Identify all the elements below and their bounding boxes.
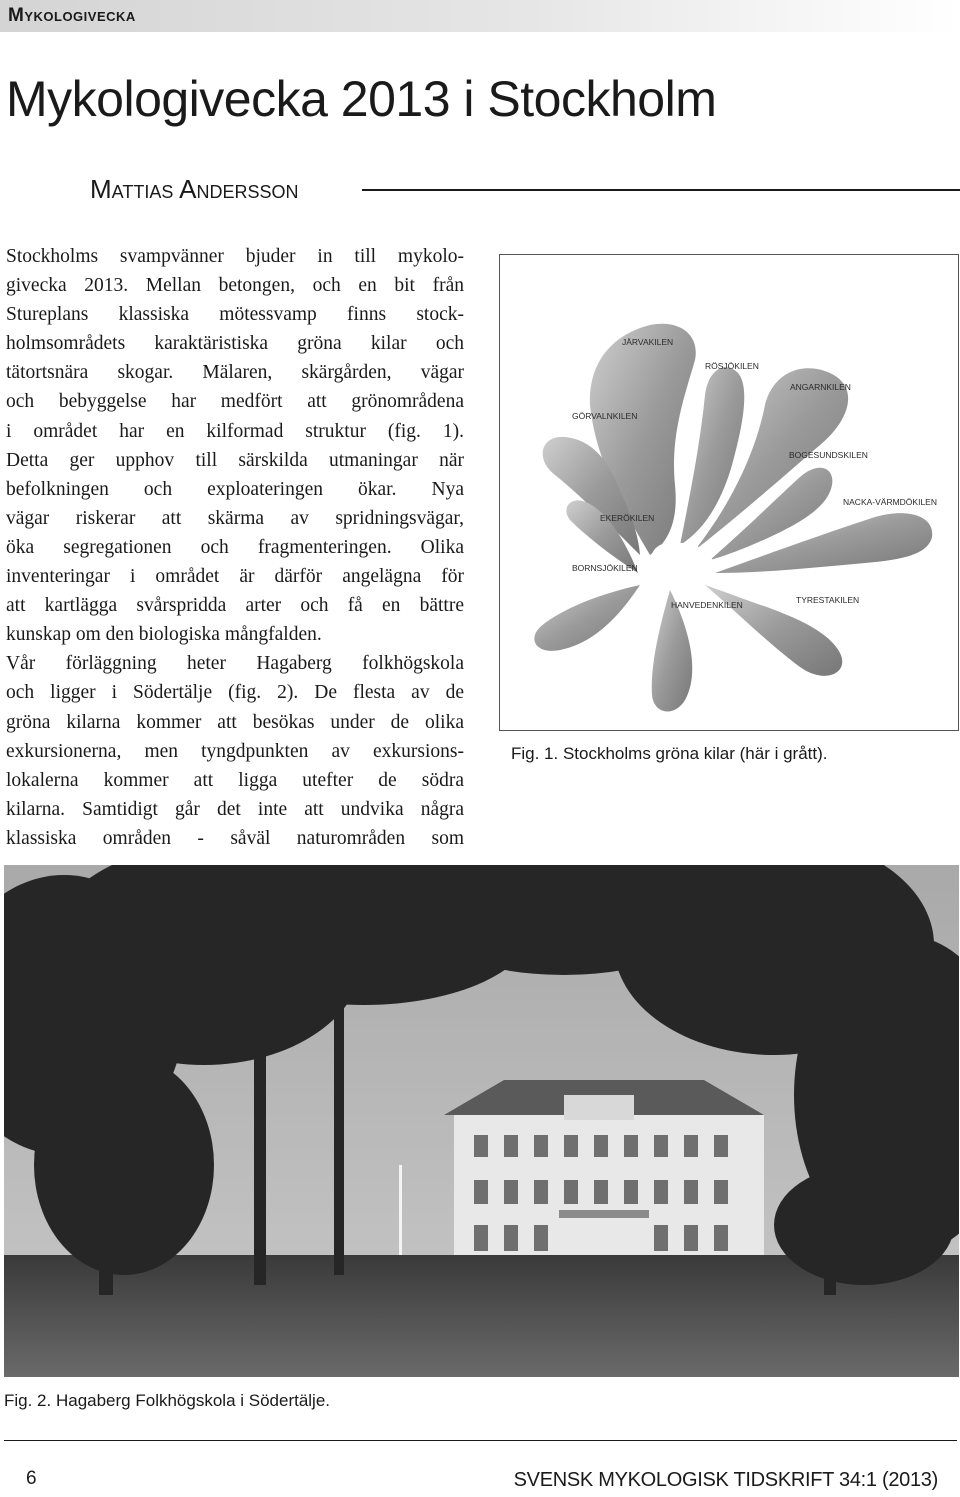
- footer-rule: [4, 1440, 957, 1441]
- body-line: öka segregationen och fragmenteringen. Olika: [6, 536, 464, 558]
- body-line: klassiska områden - såväl naturområden som: [6, 827, 464, 849]
- body-line: exkursionerna, men tyngdpunkten av exkursions-: [6, 740, 464, 762]
- body-line: gröna kilarna kommer att besökas under de olika: [6, 711, 464, 733]
- map-label-jarvakilen: JÄRVAKILEN: [622, 337, 674, 347]
- body-line: vägar riskerar att skärma av spridningsvägar,: [6, 507, 464, 529]
- body-line: Detta ger upphov till särskilda utmaningar när: [6, 449, 464, 471]
- body-line: inventeringar i området är därför angelägna för: [6, 566, 464, 588]
- section-header-bar: [0, 0, 960, 32]
- body-line: i området har en kilformad struktur (fig. 1).: [6, 420, 464, 442]
- figure-2-caption: Fig. 2. Hagaberg Folkhögskola i Södertälje.: [4, 1391, 331, 1410]
- body-line: Vår förläggning heter Hagaberg folkhögskola: [6, 653, 464, 675]
- author-rule: [362, 189, 960, 191]
- body-line: och bebyggelse har medfört att grönområdena: [6, 391, 464, 413]
- map-label-gorvalnkilen: GÖRVALNKILEN: [572, 411, 638, 421]
- hagaberg-photo: [4, 865, 959, 1377]
- body-line: att kartlägga svårspridda arter och få en bättre: [6, 595, 464, 617]
- map-label-ekerokilen: EKERÖKILEN: [600, 513, 655, 523]
- author-name: Mattias Andersson: [90, 174, 299, 204]
- page-number: 6: [26, 1468, 37, 1489]
- body-line: holmsområdets karaktäristiska gröna kilar och: [6, 333, 464, 355]
- map-label-nacka: NACKA-VÄRMDÖKILEN: [843, 497, 937, 507]
- body-line: och ligger i Södertälje (fig. 2). De flesta av de: [6, 682, 464, 704]
- body-line: kilarna. Samtidigt går det inte att undvika några: [6, 798, 464, 820]
- figure-1-caption: Fig. 1. Stockholms gröna kilar (här i grått).: [511, 744, 828, 763]
- map-graphic: [500, 255, 958, 730]
- map-label-angarnkilen: ANGARNKILEN: [790, 382, 851, 392]
- map-label-hanvedenkilen: HANVEDENKILEN: [671, 600, 743, 610]
- article-title: Mykologivecka 2013 i Stockholm: [6, 71, 717, 127]
- map-label-bogesundskilen: BOGESUNDSKILEN: [789, 450, 868, 460]
- body-line: Stockholms svampvänner bjuder in till mykolo-: [6, 246, 464, 267]
- article-body: [6, 242, 464, 853]
- body-line: givecka 2013. Mellan betongen, och en bit från: [6, 275, 464, 297]
- body-line: befolkningen och exploateringen ökar. Nya: [6, 478, 464, 500]
- city-center: [650, 543, 713, 590]
- body-line: kunskap om den biologiska mångfalden.: [6, 624, 322, 646]
- journal-reference: SVENSK MYKOLOGISK TIDSKRIFT 34:1 (2013): [513, 1469, 938, 1491]
- green-wedges-map: [499, 254, 959, 731]
- map-label-tyrestakilen: TYRESTAKILEN: [796, 595, 860, 605]
- section-label: Mykologivecka: [8, 5, 136, 26]
- body-line: lokalerna kommer att ligga utefter de södra: [6, 769, 464, 791]
- map-label-rosjokilen: RÖSJÖKILEN: [705, 361, 759, 371]
- wedge-rosjokilen: [680, 367, 744, 545]
- wedge-bornsjokilen: [534, 585, 640, 651]
- photo-graphic: [4, 865, 959, 1377]
- body-line: tätortsnära skogar. Mälaren, skärgården, vägar: [6, 362, 464, 384]
- body-line: Stureplans klassiska mötessvamp finns stock-: [6, 304, 464, 326]
- map-label-bornsjokilen: BORNSJÖKILEN: [572, 563, 638, 573]
